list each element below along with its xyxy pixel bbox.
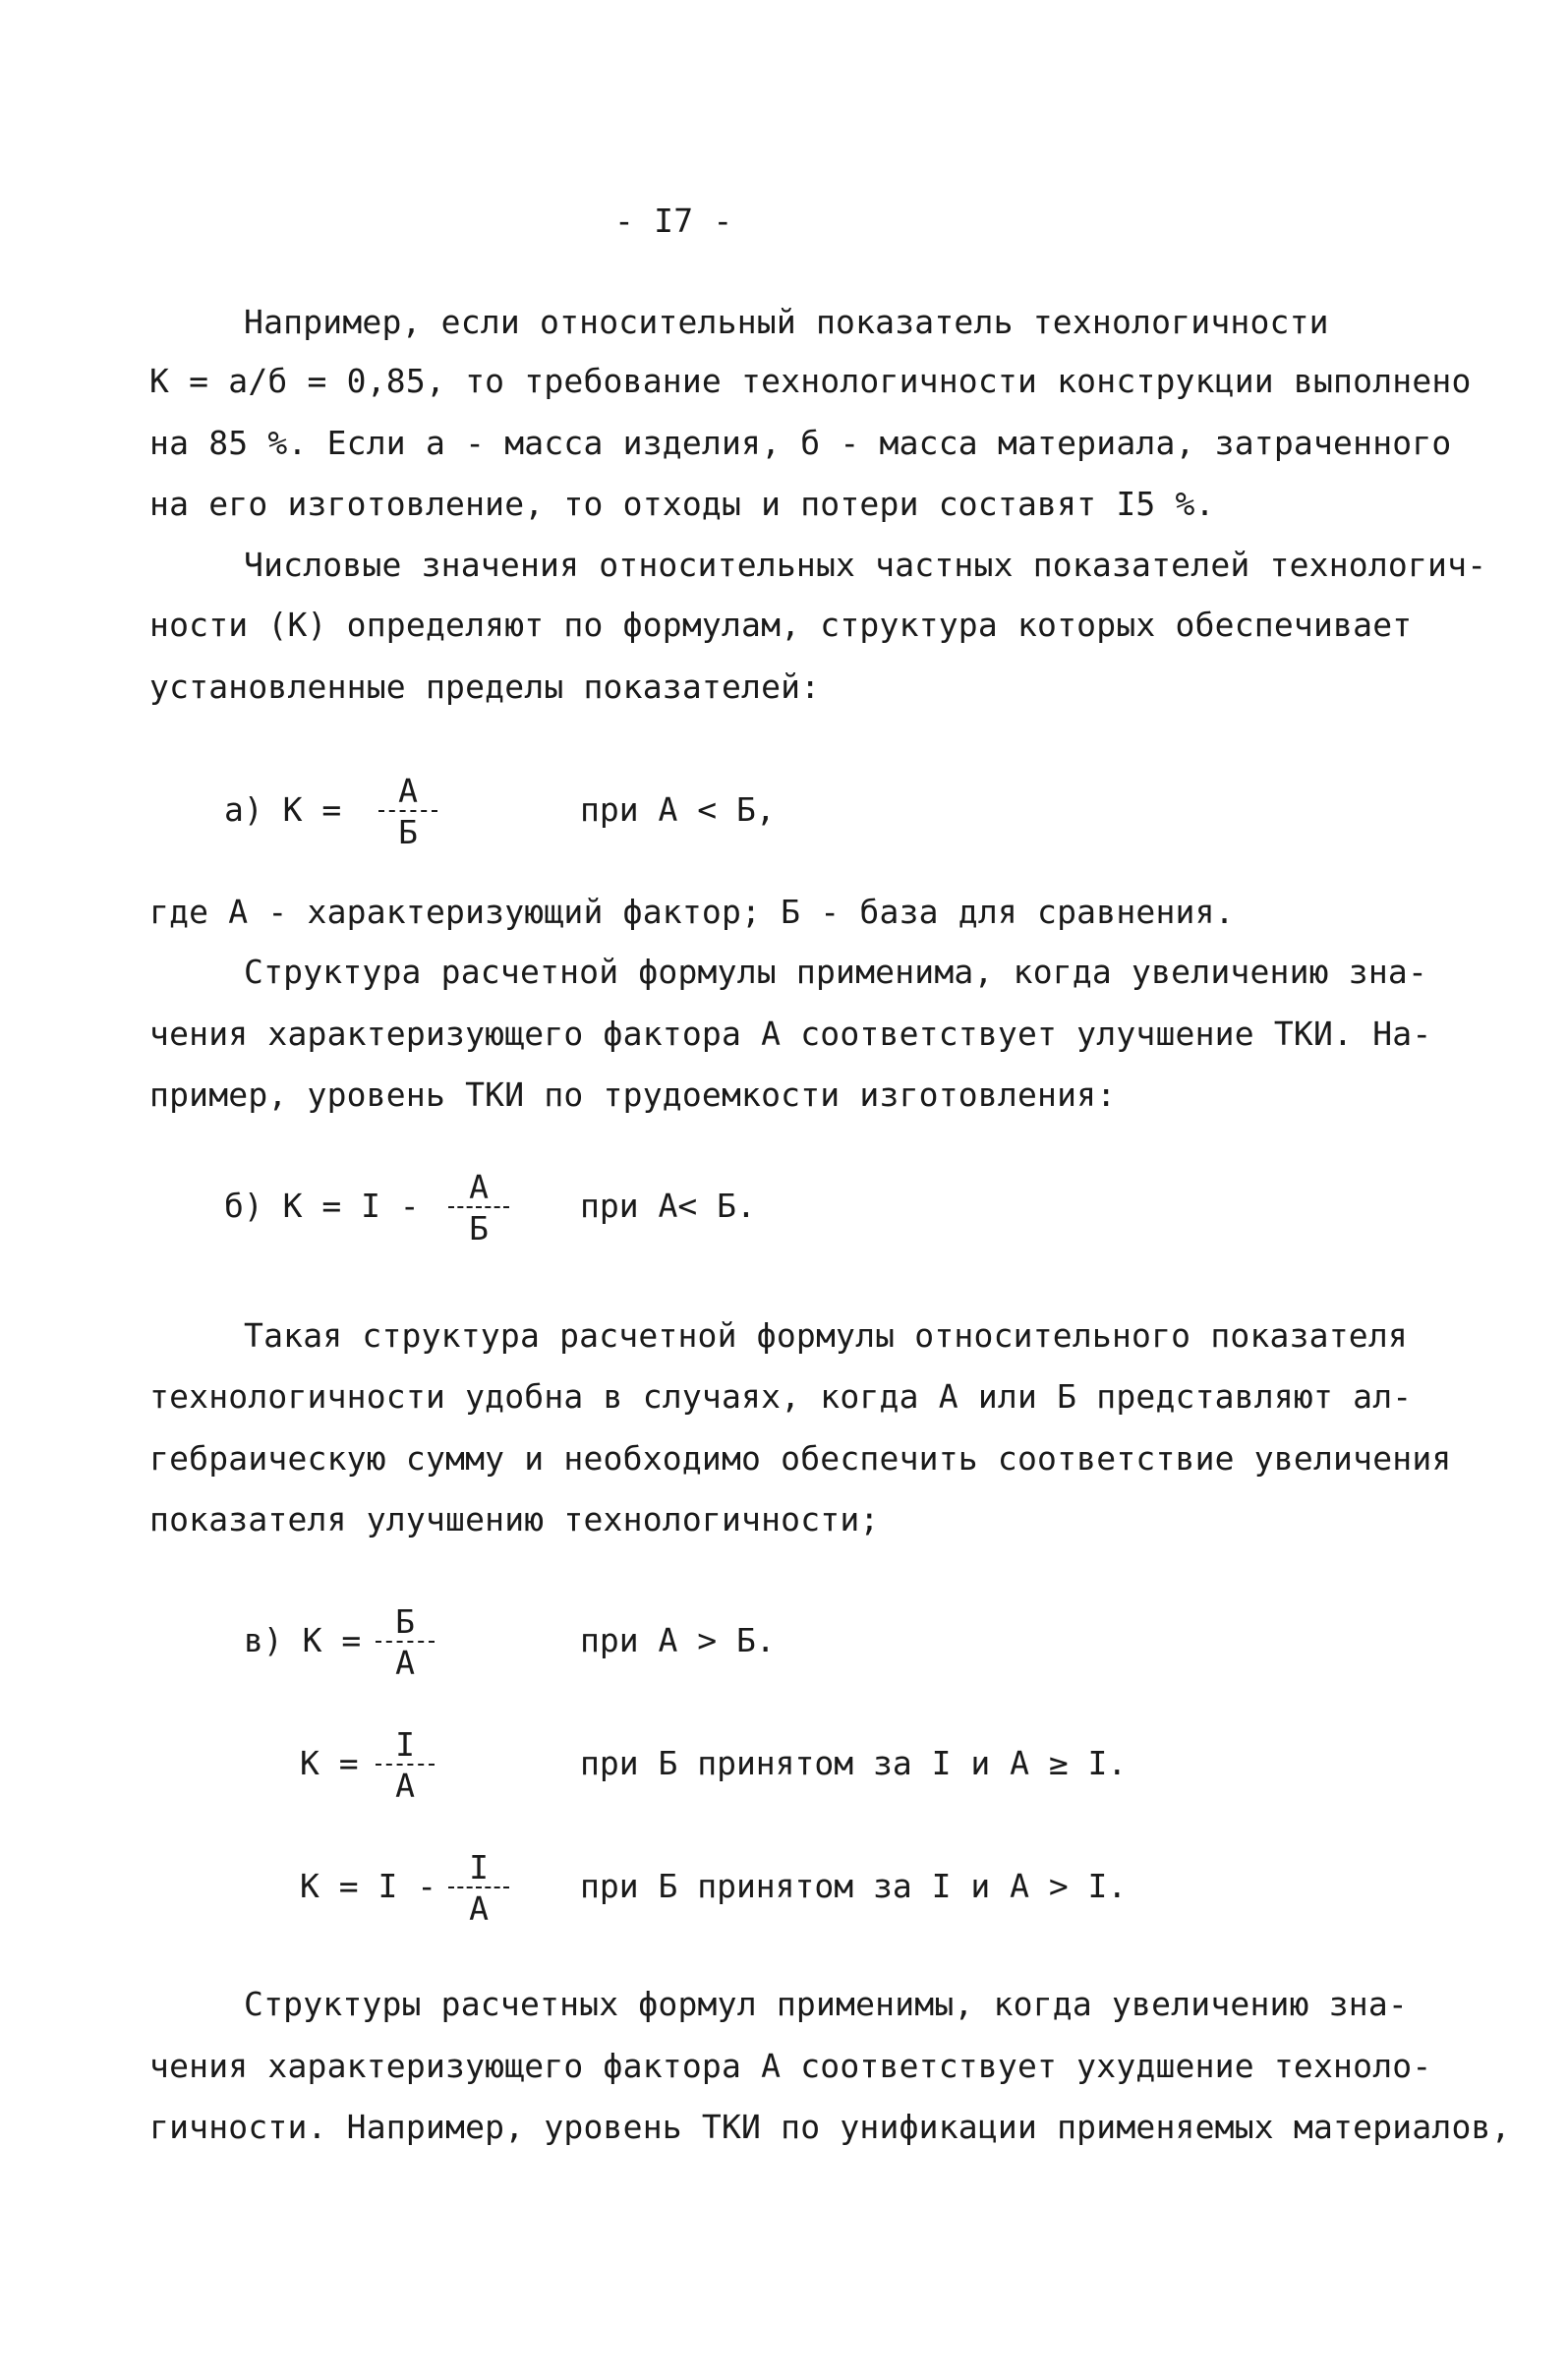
paragraph-5-line-3: гебраическую сумму и необходимо обеспечить соответствие увеличения [149, 1439, 1452, 1478]
formula-v2-numerator: I [395, 1725, 415, 1764]
paragraph-1-line-4: на его изготовление, то отходы и потери составят I5 %. [149, 485, 1215, 523]
paragraph-6-line-2: чения характеризующего фактора А соответствует ухудшение техноло- [149, 2047, 1432, 2085]
formula-v1-bar [376, 1641, 435, 1643]
paragraph-5-line-1: Такая структура расчетной формулы относительного показателя [244, 1316, 1408, 1355]
formula-v3-numerator: I [469, 1848, 489, 1887]
formula-v2 [300, 1733, 359, 1794]
formula-a-fraction [378, 772, 437, 851]
paragraph-5-line-2: технологичности удобна в случаях, когда А или Б представляют ал- [149, 1377, 1413, 1416]
formula-a-denominator: Б [398, 813, 418, 851]
formula-b [224, 1176, 420, 1237]
paragraph-2-line-2: ности (К) определяют по формулам, структура которых обеспечивает [149, 606, 1413, 644]
formula-a-bar [378, 810, 437, 812]
formula-v2-condition: при Б принятом за I и А ≥ I. [580, 1744, 1128, 1782]
formula-v2-denominator: А [395, 1767, 415, 1805]
paragraph-1-line-2: К = а/б = 0,85, то требование технологичности конструкции выполнено [149, 362, 1472, 400]
formula-v1 [244, 1610, 361, 1671]
formula-a [224, 780, 341, 841]
paragraph-6-line-1: Структуры расчетных формул применимы, когда увеличению зна- [244, 1985, 1408, 2023]
formula-b-denominator: Б [469, 1209, 489, 1248]
formula-b-label: б) К = I - [224, 1187, 420, 1225]
paragraph-5-line-4: показателя улучшению технологичности; [149, 1500, 880, 1538]
formula-v2-fraction [376, 1725, 435, 1805]
formula-a-label: а) К = [224, 790, 342, 829]
formula-v3 [300, 1856, 436, 1917]
formula-v2-label: К = [300, 1744, 359, 1782]
paragraph-4-line-1: Структура расчетной формулы применима, когда увеличению зна- [244, 953, 1428, 991]
formula-v3-label: К = I - [300, 1867, 437, 1905]
paragraph-4-line-3: пример, уровень ТКИ по трудоемкости изготовления: [149, 1075, 1117, 1114]
paragraph-4-line-2: чения характеризующего фактора А соответствует улучшение ТКИ. На- [149, 1015, 1432, 1053]
paragraph-2-line-3: установленные пределы показателей: [149, 668, 821, 706]
paragraph-3-line-1: где А - характеризующий фактор; Б - база для сравнения. [149, 893, 1235, 931]
formula-v1-numerator: Б [395, 1602, 415, 1641]
page-number: - I7 - [614, 202, 733, 240]
formula-a-condition: при А < Б, [580, 790, 776, 829]
formula-v1-condition: при А > Б. [580, 1621, 776, 1659]
formula-b-fraction [448, 1168, 509, 1248]
paragraph-1-line-3: на 85 %. Если а - масса изделия, б - масса материала, затраченного [149, 424, 1452, 462]
formula-b-numerator: А [469, 1168, 489, 1206]
formula-v3-denominator: А [469, 1889, 489, 1928]
formula-v3-condition: при Б принятом за I и А > I. [580, 1867, 1128, 1905]
formula-v2-bar [376, 1764, 435, 1766]
formula-a-numerator: А [398, 772, 418, 810]
formula-v1-denominator: А [395, 1644, 415, 1682]
paragraph-1-line-1: Например, если относительный показатель технологичности [244, 303, 1329, 341]
paragraph-2-line-1: Числовые значения относительных частных показателей технологич- [244, 546, 1487, 584]
formula-v1-fraction [376, 1602, 435, 1682]
formula-v3-bar [448, 1887, 509, 1888]
formula-v1-label: в) К = [244, 1621, 362, 1659]
formula-b-bar [448, 1206, 509, 1208]
formula-v3-fraction [448, 1848, 509, 1928]
paragraph-6-line-3: гичности. Например, уровень ТКИ по унификации применяемых материалов, [149, 2108, 1511, 2146]
formula-b-condition: при А< Б. [580, 1187, 756, 1225]
